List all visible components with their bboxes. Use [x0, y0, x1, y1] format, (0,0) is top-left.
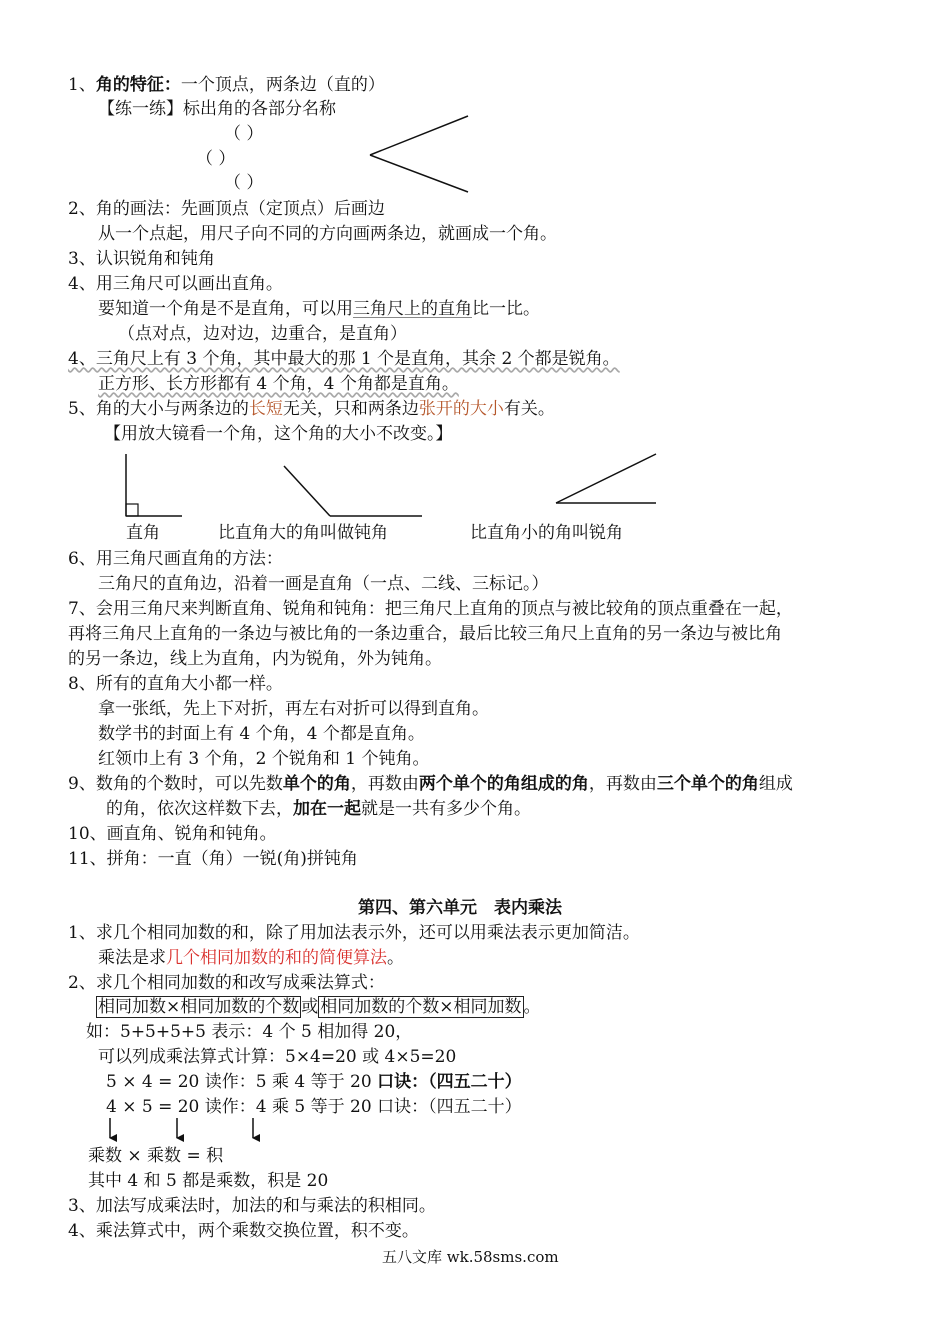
- s9-b2: 两个单个的角组成的角: [418, 774, 589, 794]
- s9-line1: [68, 773, 793, 795]
- m1-line1: 1、求几个相同加数的和，除了用加法表示外，还可以用乘法表示更加简洁。: [68, 923, 640, 943]
- s3-title: 3、认识锐角和钝角: [68, 249, 215, 269]
- s4b-line1: 4、三角尺上有 3 个角，其中最大的那 1 个是直角，其余 2 个都是锐角。: [68, 349, 620, 369]
- s5-p3: 有关。: [503, 399, 555, 419]
- s8-l3: 红领巾上有 3 个角，2 个锐角和 1 个钝角。: [98, 749, 430, 769]
- s5-p2: 无关，只和两条边: [282, 399, 419, 419]
- m1-pre: 乘法是求: [98, 948, 166, 968]
- s10-title: 10、画直角、锐角和钝角。: [68, 824, 277, 844]
- s6-title: 6、用三角尺画直角的方法：: [68, 549, 283, 569]
- s5-title: [68, 398, 555, 420]
- s4b-line2: 正方形、长方形都有 4 个角，4 个角都是直角。: [98, 374, 459, 394]
- m2-eq1-b: 读作：5 乘 4 等于 20: [204, 1072, 372, 1092]
- m3-title: 3、加法写成乘法时，加法的和与乘法的积相同。: [68, 1196, 436, 1216]
- m2-end: 。: [523, 997, 541, 1017]
- footer-watermark: 五八文库 wk.58sms.com: [382, 1248, 559, 1266]
- s9-l2a: 的角，依次这样数下去，: [106, 799, 293, 819]
- m2-eq1: [106, 1071, 522, 1093]
- s4a-body-underlined: 三角尺上的直角: [353, 299, 472, 319]
- s1-rest: 一个顶点，两条边（直的）: [180, 75, 385, 95]
- s1-num: 1、: [68, 75, 96, 95]
- m2-eq1-c: 口诀：（四五二十）: [377, 1072, 522, 1092]
- s9-p3: ，再数由: [588, 774, 657, 794]
- s7-line2: 再将三角尺上直角的一条边与被比角的一条边重合，最后比较三角尺上直角的另一条边与被比角: [68, 624, 782, 644]
- m2-ex2: 可以列成乘法算式计算：5×4=20 或 4×5=20: [98, 1047, 457, 1067]
- s5-note: 【用放大镜看一个角，这个角的大小不改变。】: [104, 424, 453, 444]
- angle-figure: [360, 110, 480, 200]
- m2-or: 或: [301, 997, 319, 1017]
- acute-angle-figure: [552, 450, 662, 510]
- s11-title: 11、拼角：一直（角）一锐(角)拼钝角: [68, 849, 358, 869]
- s4a-body-post: 比一比。: [472, 299, 540, 319]
- s7-line3: 的另一条边，线上为直角，内为锐角，外为钝角。: [68, 649, 442, 669]
- s2-body: 从一个点起，用尺子向不同的方向画两条边，就画成一个角。: [98, 224, 557, 244]
- arrows-figure: [100, 1116, 270, 1146]
- s5-h2: 张开的大小: [418, 399, 504, 419]
- s1-blank-top: （ ）: [224, 124, 264, 144]
- s5-p1: 5、角的大小与两条边的: [68, 399, 249, 419]
- s8-title: 8、所有的直角大小都一样。: [68, 674, 283, 694]
- s9-line2: [106, 798, 531, 820]
- s8-l1: 拿一张纸，先上下对折，再左右对折可以得到直角。: [98, 699, 489, 719]
- m4-title: 4、乘法算式中，两个乘数交换位置，积不变。: [68, 1221, 419, 1241]
- s9-b3: 三个单个的角: [656, 774, 759, 794]
- m1-post: 。: [387, 948, 404, 968]
- m2-eq2-c: 口诀：（四五二十）: [377, 1097, 522, 1117]
- s1-bold: 角的特征：: [95, 75, 181, 95]
- m2-eq1-a: 5 × 4 = 20: [106, 1072, 200, 1092]
- s1-practice: 【练一练】标出角的各部分名称: [98, 99, 336, 119]
- s9-p2: ，再数由: [350, 774, 419, 794]
- s6-body: 三角尺的直角边，沿着一画是直角（一点、二线、三标记。）: [98, 574, 549, 594]
- m2-formulas: [96, 996, 541, 1018]
- s9-p4: 组成: [758, 774, 793, 794]
- m2-title: 2、求几个相同加数的和改写成乘法算式：: [68, 973, 385, 993]
- m2-box1: 相同加数×相同加数的个数: [98, 997, 300, 1017]
- s4a-note: （点对点，边对边，边重合，是直角）: [118, 324, 407, 344]
- m2-terms: 乘数 × 乘数 = 积: [88, 1146, 224, 1166]
- m2-eq2-b: 读作：4 乘 5 等于 20: [204, 1097, 372, 1117]
- s5-h1: 长短: [248, 399, 283, 419]
- s4a-title: 4、用三角尺可以画出直角。: [68, 274, 283, 294]
- label-acute-angle: 比直角小的角叫锐角: [470, 523, 623, 543]
- obtuse-angle-figure: [278, 460, 428, 520]
- m2-ex1: 如：5+5+5+5 表示：4 个 5 相加得 20，: [86, 1022, 413, 1042]
- right-angle-figure: [118, 450, 188, 520]
- m2-eq2-a: 4 × 5 = 20: [106, 1097, 200, 1117]
- m2-box2: 相同加数的个数×相同加数: [320, 997, 522, 1017]
- m1-line2: [98, 947, 404, 969]
- s2-title: 2、角的画法：先画顶点（定顶点）后画边: [68, 199, 385, 219]
- s7-line1: 7、会用三角尺来判断直角、锐角和钝角：把三角尺上直角的顶点与被比较角的顶点重叠在一起，: [68, 599, 793, 619]
- s9-l2b: 就是一共有多少个角。: [361, 799, 531, 819]
- unit-title: 第四、第六单元 表内乘法: [358, 898, 562, 918]
- label-obtuse-angle: 比直角大的角叫做钝角: [218, 523, 388, 543]
- s4a-body-pre: 要知道一个角是不是直角，可以用: [98, 299, 353, 319]
- s4a-body: [98, 298, 540, 320]
- s9-b1: 单个的角: [282, 774, 351, 794]
- s8-l2: 数学书的封面上有 4 个角，4 个都是直角。: [98, 724, 425, 744]
- label-right-angle: 直角: [126, 523, 160, 543]
- s1-blank-mid: （ ）: [196, 149, 236, 169]
- s1-title: [68, 74, 385, 96]
- m1-red: 几个相同加数的和的简便算法: [166, 948, 387, 968]
- m2-eq2: [106, 1096, 522, 1118]
- s9-p1: 9、数角的个数时，可以先数: [68, 774, 283, 794]
- s9-b4: 加在一起: [293, 799, 361, 819]
- m2-note: 其中 4 和 5 都是乘数，积是 20: [88, 1171, 329, 1191]
- s1-blank-bot: （ ）: [224, 173, 264, 193]
